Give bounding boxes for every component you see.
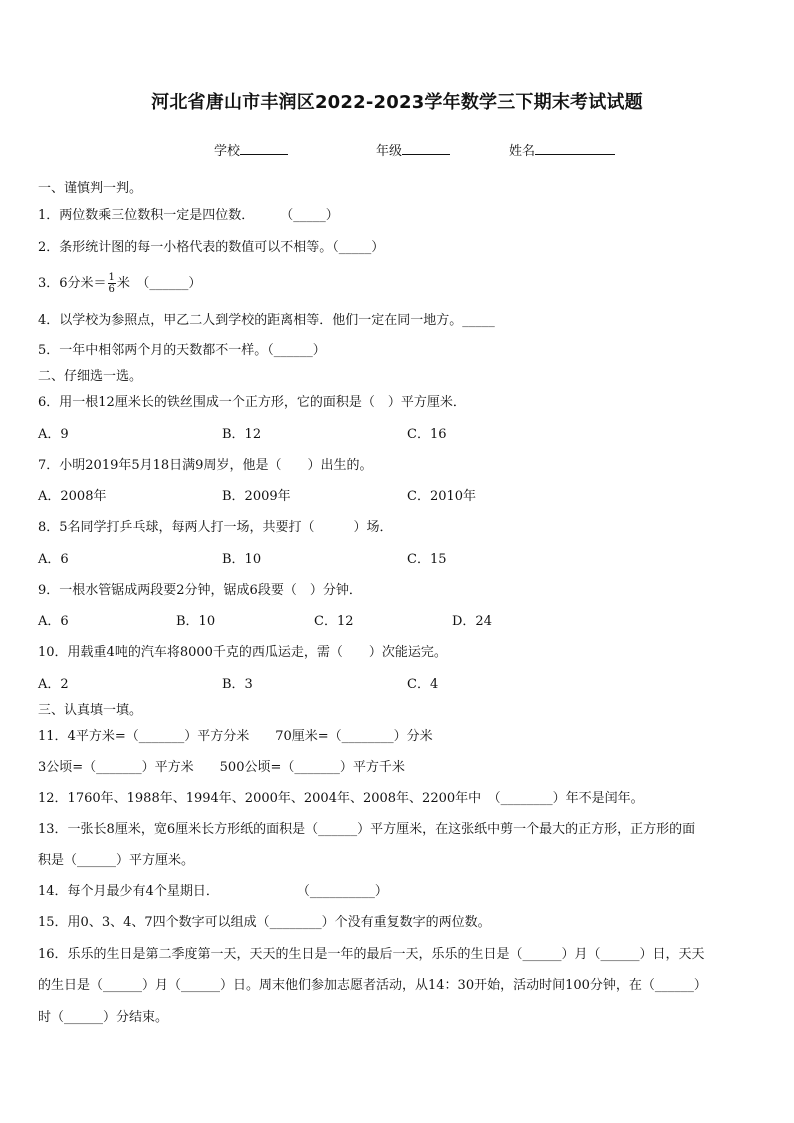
q9-option-a: A．6 — [38, 614, 69, 629]
grade-blank — [402, 141, 450, 155]
question-12: 12．1760年、1988年、1994年、2000年、2004年、2008年、2200年中 （________）年不是闰年。 — [38, 791, 644, 806]
school-field — [214, 140, 288, 159]
q9-option-c: C．12 — [314, 614, 354, 629]
school-blank — [240, 141, 288, 155]
question-14: 14．每个月最少有4个星期日． （__________） — [38, 884, 388, 899]
q8-option-a: A．6 — [38, 552, 69, 567]
q6-option-a: A．9 — [38, 427, 69, 442]
question-9: 9．一根水管锯成两段要2分钟，锯成6段要（ ）分钟． — [38, 583, 362, 598]
question-16-line-3: 时（______）分结束。 — [38, 1010, 169, 1025]
question-8: 8．5名同学打乒乓球，每两人打一场，共要打（ ）场． — [38, 520, 393, 535]
q9-option-d: D．24 — [452, 614, 492, 629]
q8-option-c: C．15 — [407, 552, 447, 567]
question-11-line-2: 3公顷=（_______）平方米 500公顷=（_______）平方千米 — [38, 760, 405, 775]
question-2: 2．条形统计图的每一小格代表的数值可以不相等。（_____） — [38, 240, 385, 255]
name-field — [509, 140, 615, 159]
question-15: 15．用0、3、4、7四个数字可以组成（________）个没有重复数字的两位数。 — [38, 915, 491, 930]
section-heading-3: 三、认真填一填。 — [38, 703, 143, 718]
q9-option-b: B．10 — [176, 614, 216, 629]
q7-option-a: A．2008年 — [38, 489, 107, 504]
question-16-line-2: 的生日是（______）月（______）日。周末他们参加志愿者活动，从14：30开始，活动时间100分钟，在（______） — [38, 978, 707, 993]
fraction-numerator: 1 — [108, 272, 115, 283]
question-4: 4．以学校为参照点，甲乙二人到学校的距离相等．他们一定在同一地方。_____ — [38, 313, 495, 328]
question-3-pre: 3．6分米＝ — [38, 276, 107, 291]
question-11-line-1: 11．4平方米=（_______）平方分米 70厘米=（________）分米 — [38, 729, 433, 744]
name-blank — [535, 141, 615, 155]
question-3-post: 米 （______） — [116, 276, 202, 291]
section-heading-2: 二、仔细选一选。 — [38, 369, 143, 384]
question-16-line-1: 16．乐乐的生日是第二季度第一天，天天的生日是一年的最后一天，乐乐的生日是（______）月（______）日，天天 — [38, 947, 705, 962]
page-title: 河北省唐山市丰润区2022-2023学年数学三下期末考试试题 — [151, 92, 643, 113]
q6-option-b: B．12 — [222, 427, 262, 442]
question-6: 6．用一根12厘米长的铁丝围成一个正方形，它的面积是（ ）平方厘米． — [38, 395, 466, 410]
school-label: 学校 — [214, 144, 241, 159]
fraction — [108, 272, 116, 295]
q7-option-b: B．2009年 — [222, 489, 291, 504]
name-label: 姓名 — [509, 144, 536, 159]
question-1: 1．两位数乘三位数积一定是四位数． （_____） — [38, 208, 339, 223]
q10-option-c: C．4 — [407, 677, 439, 692]
grade-field — [376, 140, 450, 159]
question-13-line-2: 积是（______）平方厘米。 — [38, 853, 195, 868]
q10-option-b: B．3 — [222, 677, 253, 692]
q8-option-b: B．10 — [222, 552, 262, 567]
q7-option-c: C．2010年 — [407, 489, 477, 504]
question-13-line-1: 13．一张长8厘米，宽6厘米长方形纸的面积是（______）平方厘米，在这张纸中剪一个最大的正方形，正方形的面 — [38, 822, 696, 837]
question-3 — [38, 272, 201, 295]
section-heading-1: 一、谨慎判一判。 — [38, 181, 143, 196]
grade-label: 年级 — [376, 144, 403, 159]
question-5: 5．一年中相邻两个月的天数都不一样。（______） — [38, 343, 326, 358]
question-10: 10．用载重4吨的汽车将8000千克的西瓜运走，需（ ）次能运完。 — [38, 645, 447, 660]
q10-option-a: A．2 — [38, 677, 69, 692]
q6-option-c: C．16 — [407, 427, 447, 442]
fraction-denominator: 6 — [108, 284, 115, 295]
question-7: 7．小明2019年5月18日满9周岁，他是（ ）出生的。 — [38, 458, 373, 473]
